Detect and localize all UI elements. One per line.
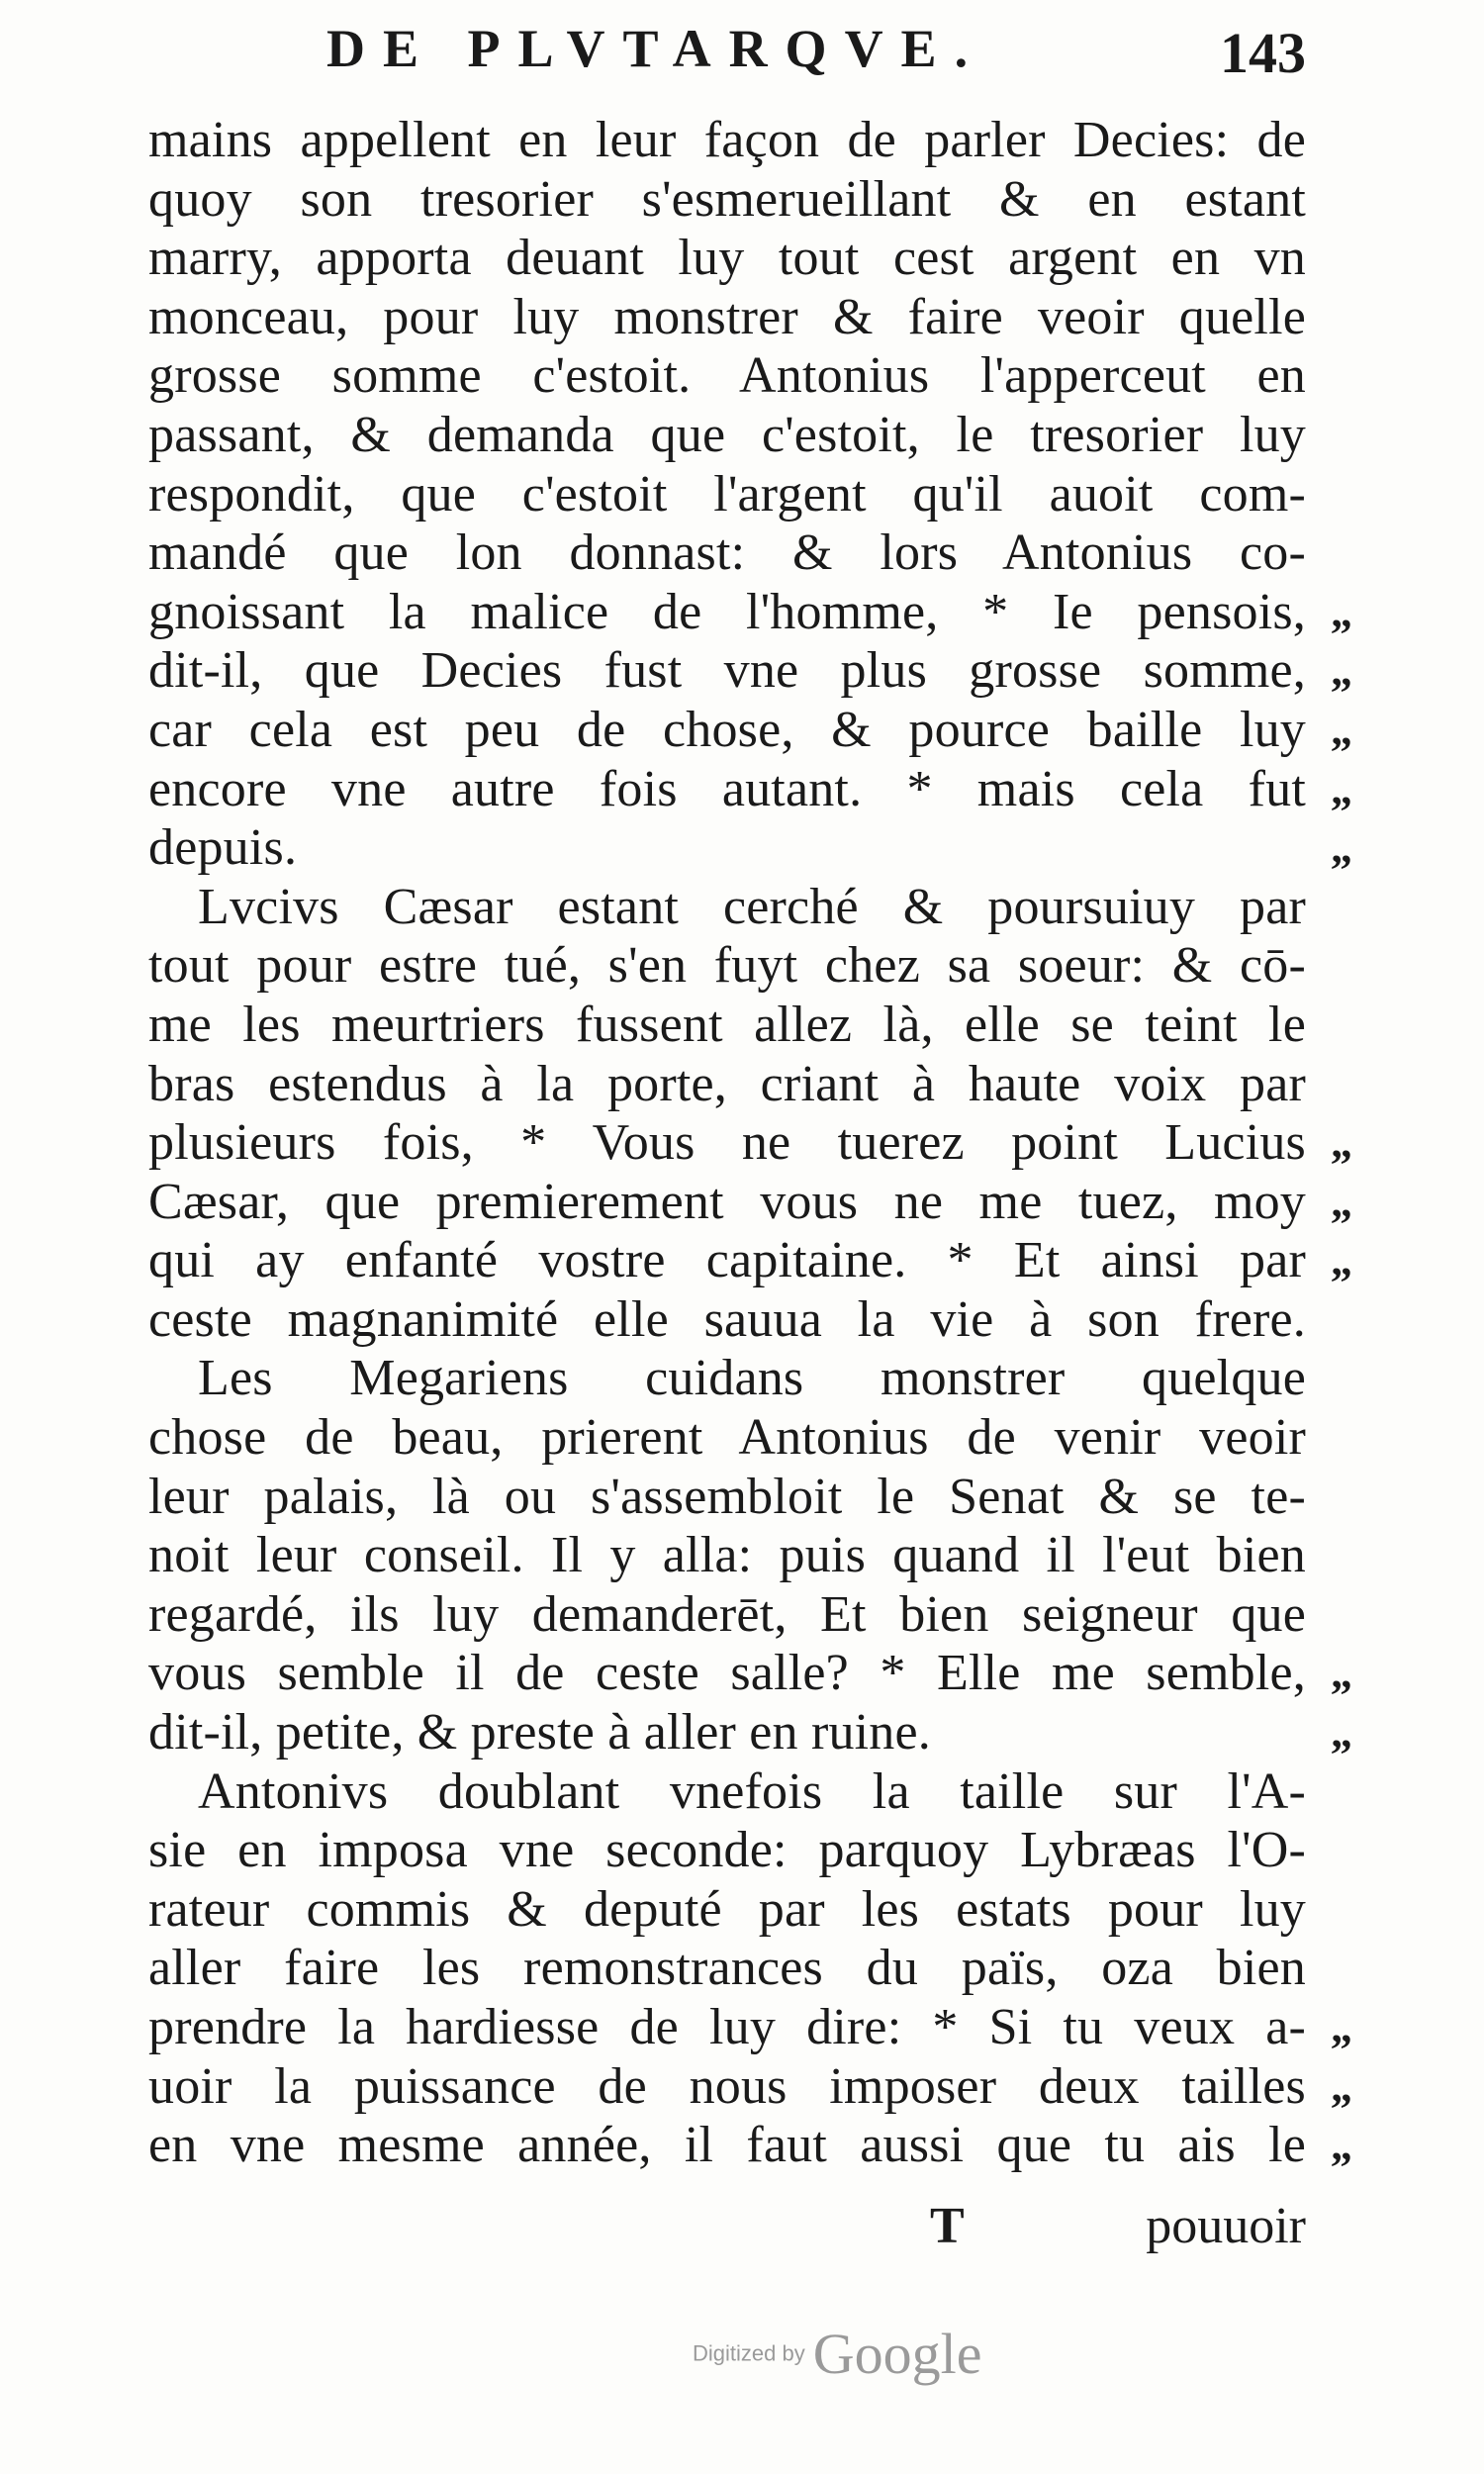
marginal-quote-mark: „: [1331, 764, 1353, 813]
text-line-content: bras estendus à la porte, criant à haute voix par: [148, 1055, 1306, 1112]
marginal-quote-mark: „: [1331, 1118, 1353, 1168]
page-number: 143: [1220, 21, 1306, 85]
text-line: [148, 1173, 1353, 1232]
text-line-content: me les meurtriers fussent allez là, elle se teint le: [148, 996, 1306, 1053]
text-line-content: prendre la hardiesse de luy dire: * Si tu veux a-: [148, 1999, 1306, 2055]
text-line: [148, 1939, 1316, 1998]
text-line: [148, 465, 1316, 524]
text-line: [148, 1762, 1316, 1822]
text-line-content: depuis.: [148, 819, 298, 877]
text-line: [148, 1408, 1316, 1468]
text-line-content: marry, apporta deuant luy tout cest argent en vn: [148, 230, 1306, 287]
text-line-content: respondit, que c'estoit l'argent qu'il auoit com-: [148, 465, 1306, 523]
marginal-quote-mark: „: [1331, 823, 1353, 873]
page-header: [148, 18, 1306, 97]
text-line-content: encore vne autre fois autant. * mais cela fut: [148, 760, 1306, 817]
running-head: DE PLVTARQVE.: [326, 19, 986, 78]
text-line: [148, 170, 1316, 230]
text-line-content: Cæsar, que premierement vous ne me tuez, moy: [148, 1173, 1306, 1230]
text-line: [148, 641, 1353, 701]
text-line-content: sie en imposa vne seconde: parquoy Lybræas l'O-: [148, 1822, 1306, 1879]
text-line-content: leur palais, là ou s'assembloit le Senat & se te-: [148, 1468, 1306, 1525]
text-line: [148, 1526, 1316, 1585]
signature-mark: T: [930, 2198, 965, 2254]
text-line-content: plusieurs fois, * Vous ne tuerez point Lucius: [148, 1114, 1306, 1172]
text-line: [148, 583, 1353, 642]
text-line: [148, 1055, 1316, 1114]
text-line-content: gnoissant la malice de l'homme, * Ie pensois,: [148, 583, 1306, 640]
text-line: [148, 523, 1316, 583]
text-line-content: Les Megariens cuidans monstrer quelque: [198, 1350, 1306, 1407]
marginal-quote-mark: „: [1331, 1236, 1353, 1285]
google-logo: Google: [812, 2322, 982, 2386]
text-line-content: passant, & demanda que c'estoit, le tresorier luy: [148, 406, 1306, 463]
text-line-content: monceau, pour luy monstrer & faire veoir quelle: [148, 288, 1306, 345]
marginal-quote-mark: „: [1331, 1177, 1353, 1226]
text-line: [148, 2116, 1353, 2175]
text-line: [148, 1821, 1316, 1880]
marginal-quote-mark: „: [1331, 2061, 1353, 2111]
text-line-content: car cela est peu de chose, & pource baille luy: [148, 701, 1306, 758]
text-line: [148, 2057, 1353, 2117]
body-text: [148, 111, 1353, 2175]
digitized-by-google-watermark: [693, 2321, 981, 2387]
text-line-content: Antonivs doublant vnefois la taille sur l'A-: [198, 1762, 1306, 1820]
text-line-content: qui ay enfanté vostre capitaine. * Et ainsi par: [148, 1232, 1306, 1289]
text-line: [148, 1231, 1353, 1290]
text-line-content: dit-il, petite, & preste à aller en ruine.: [148, 1704, 931, 1761]
text-line-content: regardé, ils luy demanderēt, Et bien seigneur que: [148, 1585, 1306, 1643]
text-line: [148, 111, 1316, 170]
text-line-content: chose de beau, prierent Antonius de venir veoir: [148, 1409, 1306, 1467]
marginal-quote-mark: „: [1331, 1708, 1353, 1758]
text-line: [148, 760, 1353, 819]
text-line: [148, 1880, 1316, 1940]
marginal-quote-mark: „: [1331, 646, 1353, 696]
text-line-content: mains appellent en leur façon de parler Decies: de: [148, 112, 1306, 168]
text-line: [148, 288, 1316, 347]
page-footer: [148, 2197, 1306, 2266]
text-line: [148, 1349, 1316, 1408]
text-line-content: aller faire les remonstrances du païs, oza bien: [148, 1940, 1306, 1997]
text-line: [148, 701, 1353, 760]
catchword: pouuoir: [1146, 2198, 1306, 2254]
text-line-content: ceste magnanimité elle sauua la vie à son frere.: [148, 1290, 1306, 1348]
text-line-content: en vne mesme année, il faut aussi que tu ais le: [148, 2117, 1306, 2174]
text-line: [148, 936, 1316, 996]
text-line: [148, 1113, 1353, 1173]
marginal-quote-mark: „: [1331, 587, 1353, 636]
text-line: [148, 996, 1316, 1055]
text-line-content: vous semble il de ceste salle? * Elle me semble,: [148, 1645, 1306, 1702]
text-line-content: noit leur conseil. Il y alla: puis quand il l'eut bien: [148, 1527, 1306, 1584]
text-line: [148, 406, 1316, 465]
text-line-content: mandé que lon donnast: & lors Antonius co-: [148, 524, 1306, 582]
text-line-content: Lvcivs Cæsar estant cerché & poursuiuy par: [198, 878, 1306, 935]
text-line-content: dit-il, que Decies fust vne plus grosse somme,: [148, 642, 1306, 700]
text-line: [148, 1644, 1353, 1703]
text-line: [148, 878, 1316, 937]
text-line: [148, 1998, 1353, 2057]
text-line-content: grosse somme c'estoit. Antonius l'apperceut en: [148, 347, 1306, 405]
marginal-quote-mark: „: [1331, 2121, 1353, 2170]
text-line: [148, 346, 1316, 406]
watermark-prefix: Digitized by: [693, 2340, 805, 2366]
text-line: [148, 818, 1353, 878]
text-line: [148, 1585, 1316, 1645]
text-line-content: tout pour estre tué, s'en fuyt chez sa soeur: & cō-: [148, 937, 1306, 995]
text-line: [148, 229, 1316, 288]
marginal-quote-mark: „: [1331, 705, 1353, 754]
text-line-content: rateur commis & deputé par les estats pour luy: [148, 1880, 1306, 1938]
marginal-quote-mark: „: [1331, 2003, 1353, 2051]
text-line: [148, 1703, 1353, 1762]
text-line-content: uoir la puissance de nous imposer deux tailles: [148, 2057, 1306, 2115]
text-line: [148, 1468, 1316, 1527]
marginal-quote-mark: „: [1331, 1649, 1353, 1698]
text-line: [148, 1290, 1316, 1350]
text-line-content: quoy son tresorier s'esmerueillant & en estant: [148, 170, 1306, 228]
